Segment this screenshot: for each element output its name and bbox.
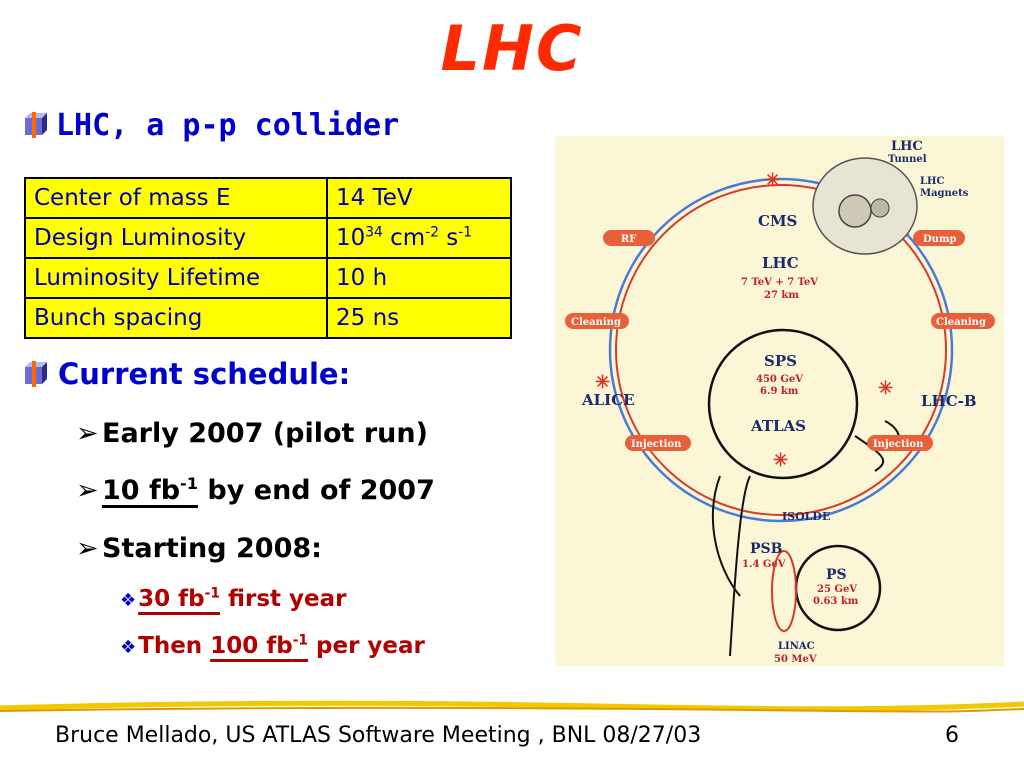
linac-energy-label: 50 MeV (774, 654, 817, 665)
table-row (25, 258, 511, 298)
section-heading-schedule: Current schedule: (58, 357, 351, 391)
magnet-drawing (871, 199, 889, 217)
psb-label: PSB (750, 541, 783, 557)
list-item: ➢ Starting 2008: (76, 533, 322, 564)
ps-label: PS (826, 567, 847, 583)
ps-energy-label: 25 GeV (817, 584, 858, 595)
magnet-drawing (839, 195, 871, 227)
table-row (25, 178, 511, 218)
lhc-energy-label: 7 TeV + 7 TeV (741, 277, 819, 288)
lhcb-label: LHC-B (921, 392, 977, 410)
accelerator-diagram (555, 136, 1004, 666)
table-cell-label: Bunch spacing (25, 298, 327, 338)
psb-energy-label: 1.4 GeV (742, 559, 786, 570)
footer-divider (0, 698, 1024, 718)
arrow-bullet-icon: ➢ (76, 533, 99, 564)
atlas-label: ATLAS (751, 417, 806, 435)
isolde-label: ISOLDE (782, 510, 831, 523)
injection-label-right: Injection (873, 439, 924, 450)
cleaning-label-right: Cleaning (936, 317, 986, 328)
lhc-length-label: 27 km (764, 290, 799, 301)
table-cell-label: Center of mass E (25, 178, 327, 218)
diamond-bullet-icon: ❖ (120, 590, 137, 611)
ps-length-label: 0.63 km (813, 596, 859, 607)
accelerator-map (555, 136, 1004, 666)
footer-text: Bruce Mellado, US ATLAS Software Meeting , BNL 08/27/03 (55, 723, 702, 748)
page-number: 6 (945, 723, 959, 748)
cube-bullet-icon (22, 361, 48, 387)
table-cell-label: Luminosity Lifetime (25, 258, 327, 298)
table-cell-value: 10 h (327, 258, 511, 298)
arrow-bullet-icon: ➢ (76, 475, 99, 506)
rf-label: RF (621, 234, 637, 245)
slide-title: LHC (440, 12, 584, 85)
cms-label: CMS (758, 212, 798, 230)
injection-label-left: Injection (631, 439, 682, 450)
dump-label: Dump (923, 234, 957, 245)
table-row (25, 298, 511, 338)
arrow-bullet-icon: ➢ (76, 418, 99, 449)
sps-length-label: 6.9 km (760, 386, 799, 397)
magnets-label: LHC (920, 176, 945, 187)
cleaning-label-left: Cleaning (571, 317, 621, 328)
table-row (25, 218, 511, 258)
collision-point-icon: ✳ (765, 170, 781, 191)
collision-point-icon: ✳ (773, 450, 789, 471)
collision-point-icon: ✳ (878, 378, 894, 399)
sps-label: SPS (764, 352, 797, 370)
sps-energy-label: 450 GeV (756, 374, 804, 385)
magnets-label: Magnets (920, 188, 969, 199)
alice-label: ALICE (582, 391, 635, 409)
specs-table (24, 177, 512, 339)
cube-bullet-icon (22, 112, 48, 138)
table-cell-label: Design Luminosity (25, 218, 327, 258)
diamond-bullet-icon: ❖ (120, 637, 137, 658)
table-cell-value: $10^{34}$ $cm^{-2}$ $s^{-1}$ (327, 218, 511, 258)
section-heading-collider: LHC, a p-p collider (56, 108, 400, 143)
lhc-label: LHC (762, 254, 799, 272)
collision-point-icon: ✳ (595, 372, 611, 393)
table-cell-value: 14 TeV (327, 178, 511, 218)
tunnel-label: Tunnel (888, 154, 927, 165)
table-cell-value: 25 ns (327, 298, 511, 338)
list-item: ➢ Early 2007 (pilot run) (76, 418, 428, 449)
list-item: ❖30 $fb^{-1}$ first year (120, 585, 347, 612)
list-item: ❖Then 100 $fb^{-1}$ per year (120, 632, 425, 659)
list-item: ➢ 10 $fb^{-1}$ by end of 2007 (76, 474, 435, 506)
tunnel-label: LHC (891, 139, 923, 154)
linac-label: LINAC (778, 641, 815, 652)
